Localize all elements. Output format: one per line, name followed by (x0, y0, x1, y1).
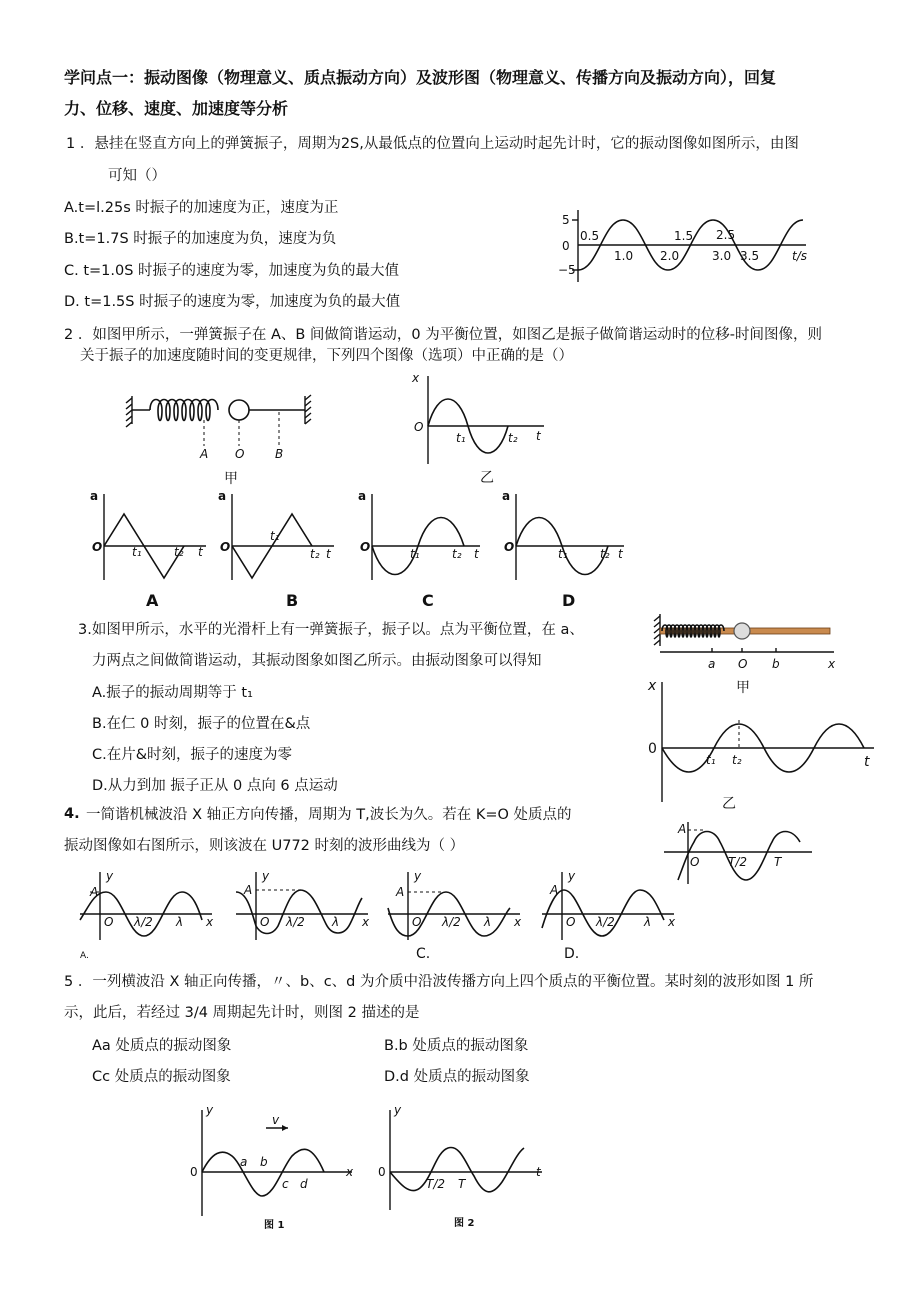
q2-spring-figure (120, 388, 330, 488)
q2-label-x: x (412, 371, 420, 385)
q5-figure-1 (180, 1104, 360, 1234)
q2-displacement-graph (404, 368, 564, 488)
q1-label-y5: 5 (562, 213, 570, 227)
q4c-label-y: y (414, 869, 422, 883)
q1-label-origin: 0 (562, 239, 570, 253)
q4a-label-o: O (104, 915, 114, 929)
q3-label-t1: t₁ (706, 753, 716, 767)
q2-right-wall-hatch (305, 395, 311, 424)
q4d-label-o: O (566, 915, 576, 929)
q2b-label-t1: t₁ (270, 529, 280, 543)
q2-option-b-letter: B (286, 591, 299, 610)
q4d-label-x: x (668, 915, 676, 929)
q5f1-velocity-arrowhead (282, 1125, 288, 1131)
q2a-label-t: t (198, 545, 203, 559)
q1-option-d: D. t=1.5S 时振子的速度为零，加速度为负的最大值 (64, 294, 401, 310)
q2c-label-o: O (360, 540, 371, 554)
q2-option-b-graph (216, 488, 341, 613)
q1-tick-3.0: 3.0 (712, 249, 732, 263)
q2-caption-jia: 甲 (224, 471, 238, 487)
q2a-label-t1: t₁ (132, 545, 142, 559)
q4d-label-half: λ/2 (596, 915, 615, 929)
q2-label-origin: O (414, 420, 424, 434)
q2-label-o: O (235, 447, 245, 461)
q5-figure-2 (376, 1104, 556, 1234)
q3-label-x: x (648, 678, 657, 694)
q4c-label-full: λ (484, 915, 492, 929)
q2b-label-o: O (220, 540, 231, 554)
q5f1-label-a: a (240, 1155, 248, 1169)
q5f1-label-d: d (300, 1177, 308, 1191)
q4-option-c-letter: C. (416, 946, 431, 962)
q2-option-d-letter: D (562, 591, 576, 610)
q3-stem-line2: 力两点之间做简谐运动，其振动图象如图乙所示。由振动图象可以得知 (92, 653, 542, 669)
q5f2-label-o: 0 (378, 1165, 386, 1179)
q2a-label-a: a (90, 489, 99, 503)
q4b-label-half: λ/2 (286, 915, 305, 929)
q2b-label-t: t (326, 547, 331, 561)
q5-stem-line2: 示，此后，若经过 3/4 周期起先计时，则图 2 描述的是 (64, 1005, 420, 1021)
q1-t-label: t/s (792, 249, 807, 263)
q3-caption-jia: 甲 (736, 680, 750, 696)
q4-stem-line1: 一简谐机械波沿 X 轴正方向传播，周期为 T,波长为久。若在 K=O 处质点的 (86, 807, 572, 823)
q4c-label-a: A (396, 885, 405, 899)
q1-tick-2.0: 2.0 (660, 249, 680, 263)
q5-stem-line1: 5 ．一列横波沿 X 轴正向传播，〃、b、c、d 为介质中沿波传播方向上四个质点的平衡位置。某时刻的波形如图 1 所 (64, 974, 814, 990)
q1-tick-3.5: 3.5 (740, 249, 760, 263)
q5-option-c: Cc 处质点的振动图象 (92, 1069, 231, 1085)
q3-label-o: O (738, 657, 748, 671)
q2b-label-a: a (218, 489, 227, 503)
q4-option-a-letter: A. (80, 951, 89, 961)
q3-wall-hatch (654, 616, 660, 645)
q5f2-label-t: T (458, 1177, 466, 1191)
q5f1-label-v: v (272, 1113, 280, 1127)
q2-stem-line1: 2 ．如图甲所示，一弹簧振子在 A、B 间做简谐运动，0 为平衡位置，如图乙是振子做简谐运动时的位移-时间图像，则 (64, 327, 822, 343)
q4b-label-y: y (262, 869, 270, 883)
q4b-label-a: A (244, 883, 253, 897)
q2-option-d-graph (500, 488, 630, 613)
q1-tick-2.5: 2.5 (716, 228, 736, 242)
q2d-label-t2: t₂ (600, 547, 610, 561)
q1-tick-0.5: 0.5 (580, 229, 600, 243)
q4d-label-full: λ (644, 915, 652, 929)
q3-label-x: x (828, 657, 836, 671)
q4-option-c-graph (386, 868, 526, 960)
q5-caption-2: 图 2 (454, 1218, 475, 1229)
q4c-label-o: O (412, 915, 422, 929)
q2-option-a-letter: A (146, 591, 159, 610)
q3-label-origin: 0 (648, 741, 657, 757)
q3-caption-yi: 乙 (722, 796, 736, 812)
q1-option-b: B.t=1.7S 时振子的加速度为负，速度为负 (64, 231, 337, 247)
q5f1-label-o: 0 (190, 1165, 198, 1179)
q4a-label-full: λ (176, 915, 184, 929)
q3-oscillator-ball (734, 623, 750, 639)
q2a-label-t2: t₂ (174, 545, 184, 559)
q4a-label-y: y (106, 869, 114, 883)
q3-option-b: B.在仁 0 时刻，振子的位置在&点 (92, 716, 311, 732)
q2-left-wall-hatch (126, 398, 132, 427)
q2a-label-o: O (92, 540, 103, 554)
q4b-label-full: λ (332, 915, 340, 929)
q1-tick-1.0: 1.0 (614, 249, 634, 263)
q3-label-t: t (864, 754, 870, 770)
q2-oscillator-ball (229, 400, 249, 420)
q3-option-d: D.从力到加 振子正从 0 点向 6 点运动 (92, 778, 338, 794)
q4c-label-x: x (514, 915, 522, 929)
q4d-curve (542, 890, 664, 936)
q3-option-c: C.在片&时刻，振子的速度为零 (92, 747, 293, 763)
q5f1-label-c: c (282, 1177, 289, 1191)
q4-stem-line2: 振动图像如右图所示，则该波在 U772 时刻的波形曲线为（ ） (64, 838, 465, 854)
q5f1-label-y: y (206, 1103, 214, 1117)
q3-label-b: b (772, 657, 780, 671)
q4c-label-half: λ/2 (442, 915, 461, 929)
q1-stem-line1: 1 ．悬挂在竖直方向上的弹簧振子，周期为2S,从最低点的位置向上运动时起先计时，它的振动图像如图所示，由图 (66, 136, 799, 152)
q2d-label-o: O (504, 540, 515, 554)
q2b-label-t2: t₂ (310, 547, 320, 561)
q5-caption-1: 图 1 (264, 1220, 285, 1231)
q5-option-b: B.b 处质点的振动图象 (384, 1038, 529, 1054)
q1-stem-line2: 可知（） (108, 168, 166, 184)
q3-label-t2: t₂ (732, 753, 742, 767)
q2d-label-t: t (618, 547, 623, 561)
q4a-label-half: λ/2 (134, 915, 153, 929)
q4a-label-x: x (206, 915, 214, 929)
q4a-label-a: A (90, 885, 99, 899)
section-heading-line1: 学问点一：振动图像（物理意义、质点振动方向）及波形图（物理意义、传播方向及振动方向），回复 (64, 68, 777, 87)
q4-option-d-graph (540, 868, 680, 960)
q4-option-a-graph (78, 868, 218, 960)
q4b-label-x: x (362, 915, 370, 929)
q2-option-c-graph (356, 488, 486, 613)
q5-option-d: D.d 处质点的振动图象 (384, 1069, 530, 1085)
q1-tick-1.5: 1.5 (674, 229, 694, 243)
q4-reference-graph (660, 820, 820, 886)
q4-ref-label-half: T/2 (728, 855, 748, 869)
q2-option-c-letter: C (422, 591, 434, 610)
q5f2-curve (390, 1147, 524, 1191)
q5f2-label-y: y (394, 1103, 402, 1117)
q3-option-a: A.振子的振动周期等于 t₁ (92, 685, 253, 701)
q2c-label-t1: t₁ (410, 547, 420, 561)
q2-label-t1: t₁ (456, 431, 466, 445)
q3-label-a: a (708, 657, 716, 671)
q4-option-b-graph (234, 868, 374, 960)
q1-option-a: A.t=l.25s 时振子的加速度为正，速度为正 (64, 200, 339, 216)
q4d-label-y: y (568, 869, 576, 883)
q2-stem-line2: 关于振子的加速度随时间的变更规律，下列四个图像（选项）中正确的是（） (80, 348, 573, 364)
q5-option-a: Aa 处质点的振动图象 (92, 1038, 232, 1054)
q2-label-a: A (200, 447, 209, 461)
q4-option-d-letter: D. (564, 946, 580, 962)
q4-number: 4. (64, 806, 80, 822)
q2c-label-t2: t₂ (452, 547, 462, 561)
q2c-label-t: t (474, 547, 479, 561)
q5f1-label-b: b (260, 1155, 268, 1169)
q1-option-c: C. t=1.0S 时振子的速度为零，加速度为负的最大值 (64, 263, 400, 279)
section-heading-line2: 力、位移、速度、加速度等分析 (64, 99, 289, 118)
q5f1-label-x: x (346, 1165, 354, 1179)
q3-displacement-graph (644, 676, 884, 816)
q2d-label-a: a (502, 489, 511, 503)
q4-ref-label-a: A (678, 822, 687, 836)
q1-label-ym5: −5 (558, 263, 576, 277)
q4d-label-a: A (550, 883, 559, 897)
q2-caption-yi: 乙 (480, 470, 494, 486)
q2-spring-coil (150, 400, 218, 421)
q2c-label-a: a (358, 489, 367, 503)
q2-label-t2: t₂ (508, 431, 518, 445)
q1-vibration-graph (556, 208, 816, 284)
q2-label-t: t (536, 429, 541, 443)
q4b-label-o: O (260, 915, 270, 929)
q3-stem-line1: 3.如图甲所示，水平的光滑杆上有一弹簧振子，振子以。点为平衡位置，在 a、 (78, 622, 584, 638)
q2-label-b: B (275, 447, 284, 461)
q4-ref-label-o: O (690, 855, 700, 869)
q2-option-a-graph (88, 488, 213, 613)
q5f2-label-x: t (536, 1165, 541, 1179)
q5f2-label-half: T/2 (426, 1177, 446, 1191)
q2d-label-t1: t₁ (558, 547, 568, 561)
q4-ref-label-t: T (774, 855, 782, 869)
